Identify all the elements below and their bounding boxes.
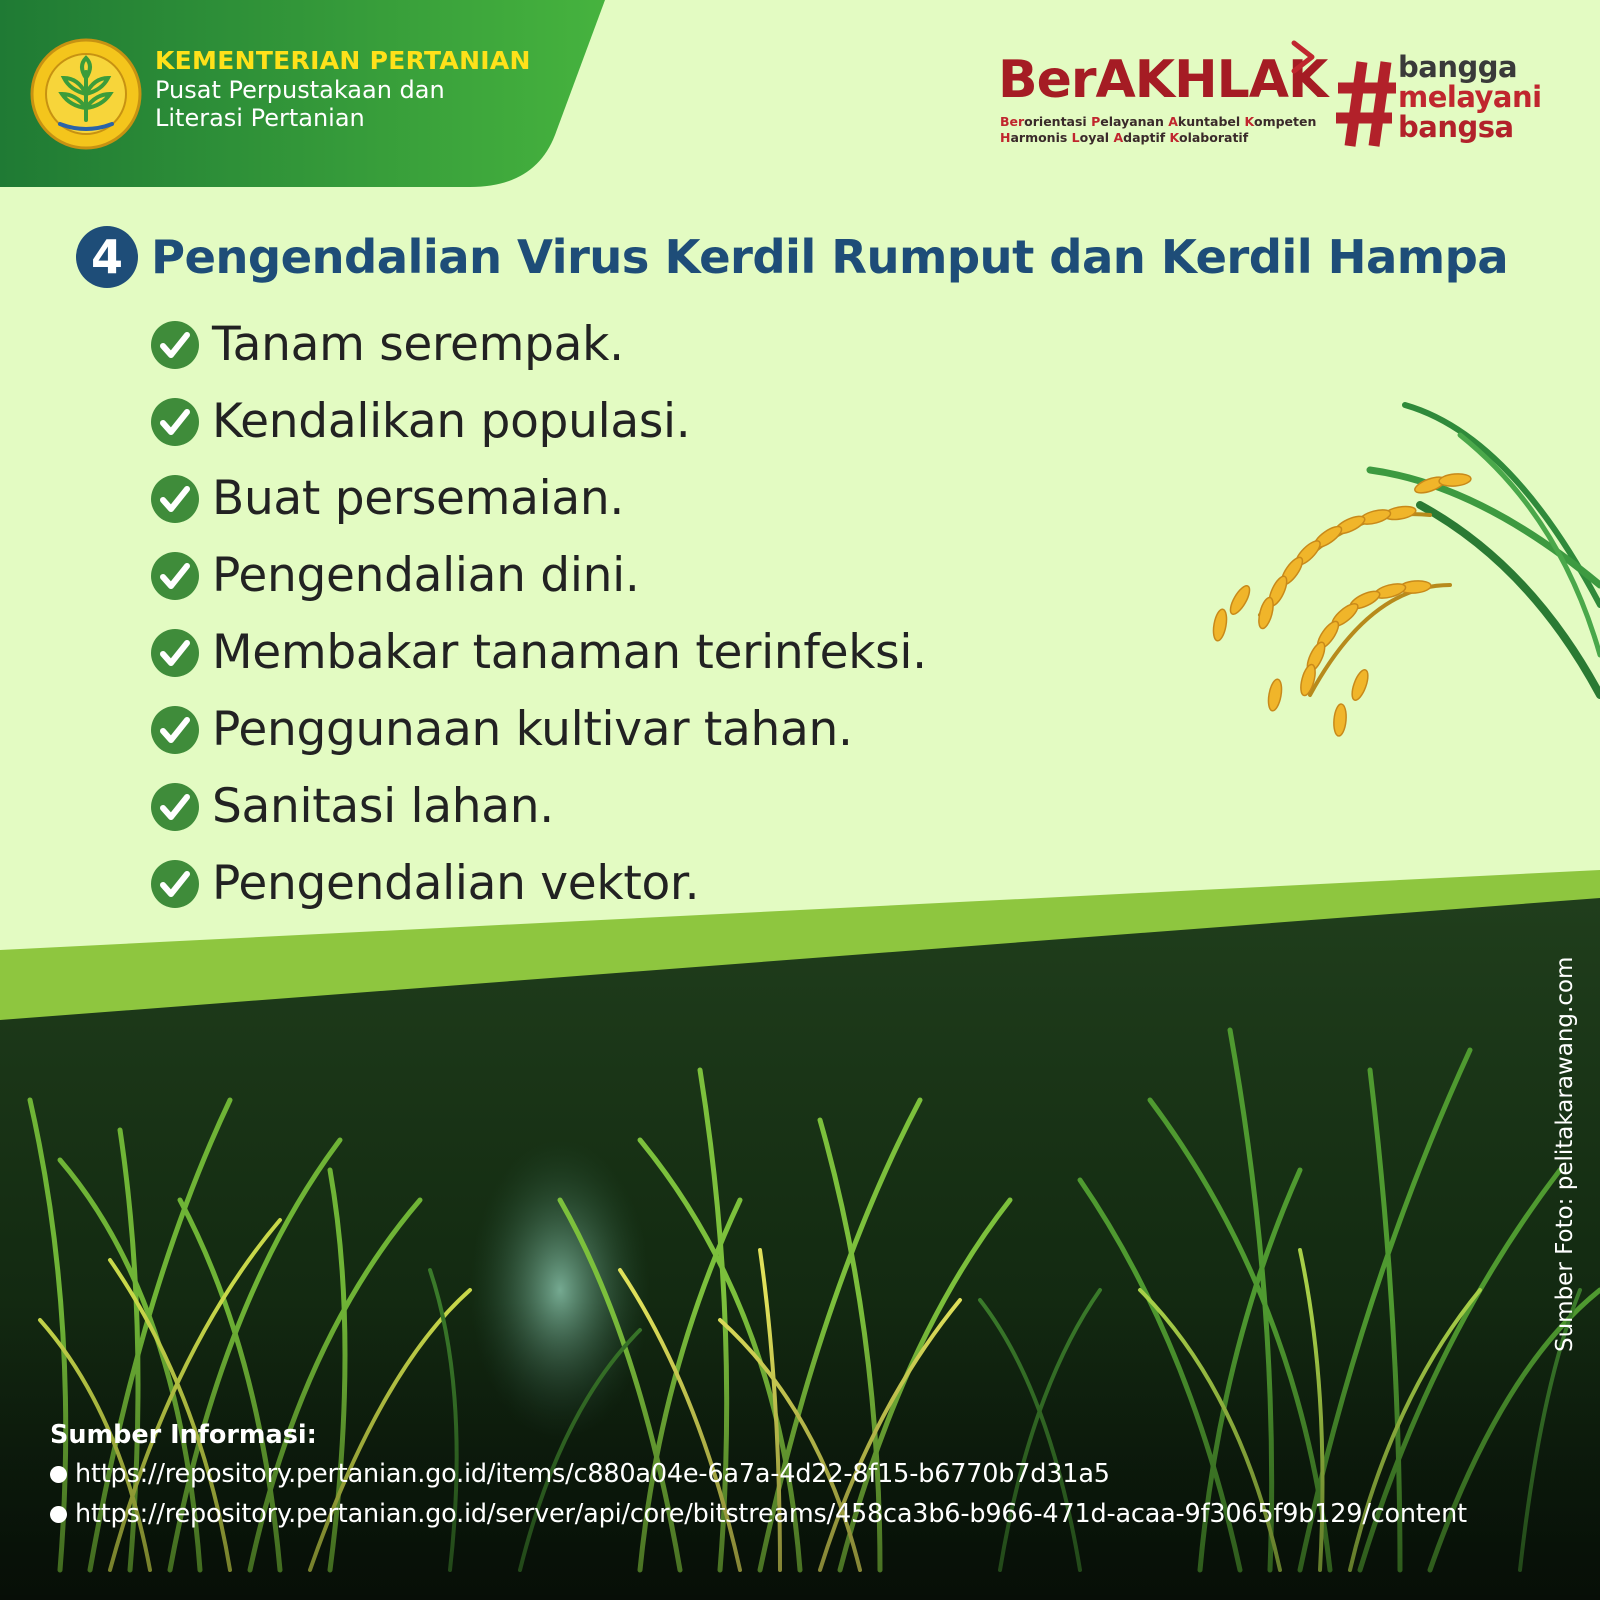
berakhlak-wordmark: BerAKHLAK bbox=[998, 50, 1328, 110]
checklist-item bbox=[150, 460, 927, 537]
check-circle-icon bbox=[150, 474, 200, 524]
checklist-item bbox=[150, 691, 927, 768]
source-link[interactable]: https://repository.pertanian.go.id/items/c880a04e-6a7a-4d22-8f15-b6770b7d31a5 bbox=[75, 1459, 1110, 1489]
campaign-line2: melayani bbox=[1398, 80, 1542, 114]
sources-list bbox=[50, 1454, 1467, 1534]
sources-section bbox=[50, 1418, 1467, 1534]
campaign-logo bbox=[1334, 52, 1574, 162]
section-heading bbox=[76, 225, 1508, 289]
source-item bbox=[50, 1454, 1467, 1494]
rice-stalk-illustration bbox=[1200, 395, 1600, 775]
berakhlak-description bbox=[1000, 114, 1316, 146]
check-circle-icon bbox=[150, 782, 200, 832]
checklist-item bbox=[150, 306, 927, 383]
check-circle-icon bbox=[150, 551, 200, 601]
checklist-label: Membakar tanaman terinfeksi. bbox=[212, 625, 927, 680]
checklist-item bbox=[150, 768, 927, 845]
source-link[interactable]: https://repository.pertanian.go.id/server/api/core/bitstreams/458ca3b6-b966-471d-acaa-9f3065f9b129/content bbox=[75, 1499, 1467, 1529]
berakhlak-desc-line1: Berorientasi Pelayanan Akuntabel Kompeten bbox=[1000, 114, 1317, 129]
hashtag-icon bbox=[1334, 58, 1398, 150]
checklist bbox=[150, 306, 927, 922]
org-subtitle-line2: Literasi Pertanian bbox=[155, 104, 365, 132]
checklist-label: Tanam serempak. bbox=[212, 317, 624, 372]
bullet-dot-icon bbox=[50, 1466, 67, 1483]
bullet-dot-icon bbox=[50, 1506, 67, 1523]
chevron-right-icon bbox=[1290, 40, 1318, 74]
checklist-label: Penggunaan kultivar tahan. bbox=[212, 702, 853, 757]
check-circle-icon bbox=[150, 705, 200, 755]
org-subtitle-line1: Pusat Perpustakaan dan bbox=[155, 76, 445, 104]
check-circle-icon bbox=[150, 397, 200, 447]
berakhlak-desc-line2: Harmonis Loyal Adaptif Kolaboratif bbox=[1000, 130, 1249, 145]
ministry-emblem-icon bbox=[30, 38, 142, 150]
checklist-label: Pengendalian dini. bbox=[212, 548, 640, 603]
checklist-label: Sanitasi lahan. bbox=[212, 779, 554, 834]
source-item bbox=[50, 1494, 1467, 1534]
check-circle-icon bbox=[150, 628, 200, 678]
checklist-label: Pengendalian vektor. bbox=[212, 856, 700, 911]
campaign-text bbox=[1398, 52, 1542, 142]
step-number-badge: 4 bbox=[76, 226, 138, 288]
checklist-item bbox=[150, 383, 927, 460]
checklist-label: Kendalikan populasi. bbox=[212, 394, 691, 449]
checklist-item bbox=[150, 614, 927, 691]
photo-credit: Sumber Foto: pelitakarawang.com bbox=[1552, 956, 1578, 1352]
berakhlak-logo bbox=[998, 40, 1338, 150]
campaign-line1: bangga bbox=[1398, 50, 1518, 84]
checklist-item bbox=[150, 537, 927, 614]
section-title: Pengendalian Virus Kerdil Rumput dan Kerdil Hampa bbox=[151, 230, 1509, 284]
sources-title: Sumber Informasi: bbox=[50, 1420, 317, 1450]
check-circle-icon bbox=[150, 320, 200, 370]
campaign-line3: bangsa bbox=[1398, 110, 1514, 144]
org-title: KEMENTERIAN PERTANIAN bbox=[155, 46, 531, 75]
checklist-label: Buat persemaian. bbox=[212, 471, 625, 526]
organization-name bbox=[155, 46, 531, 132]
